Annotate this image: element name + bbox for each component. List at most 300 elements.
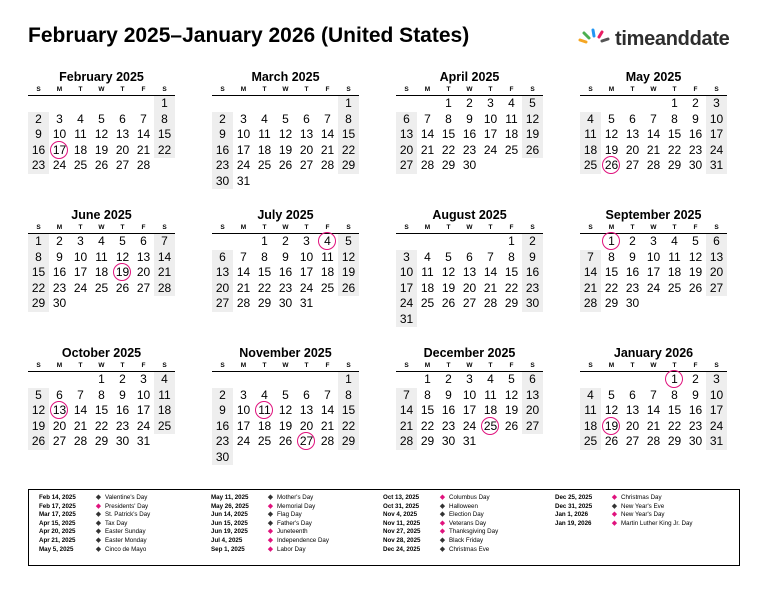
holiday-day-cell: 1 xyxy=(601,234,622,250)
federal-holiday-icon: ◆ xyxy=(439,528,446,536)
holiday-date: May 26, 2025 xyxy=(211,502,249,510)
weekday-header: S xyxy=(396,223,417,234)
empty-day-cell xyxy=(296,450,317,466)
empty-day-cell xyxy=(212,96,233,112)
day-cell: 2 xyxy=(282,234,289,248)
day-cell: 23 xyxy=(52,280,67,295)
holiday-date: Nov 11, 2025 xyxy=(383,519,421,527)
empty-day-cell xyxy=(233,450,254,466)
empty-day-cell xyxy=(396,96,417,112)
day-cell: 30 xyxy=(522,296,543,312)
weekday-header: S xyxy=(522,361,543,372)
holiday-name: Christmas Day xyxy=(621,494,662,501)
empty-day-cell xyxy=(438,234,459,250)
weekday-header: F xyxy=(317,223,338,234)
holiday-day-cell: 25 xyxy=(480,419,501,435)
day-cell: 17 xyxy=(483,127,498,141)
weekday-header: T xyxy=(254,85,275,96)
day-cell: 16 xyxy=(688,403,703,417)
weekday-header: S xyxy=(338,85,359,96)
day-cell: 8 xyxy=(261,249,268,264)
day-cell: 7 xyxy=(580,250,601,266)
holiday-name: Flag Day xyxy=(277,511,302,519)
day-cell: 7 xyxy=(424,111,431,126)
day-cell: 22 xyxy=(154,143,175,159)
day-cell: 25 xyxy=(154,419,175,435)
day-cell: 7 xyxy=(140,111,147,126)
day-cell: 28 xyxy=(320,434,335,448)
holiday-list-item xyxy=(211,537,329,546)
month-calendar xyxy=(28,69,175,174)
day-cell: 4 xyxy=(98,234,105,248)
weekday-header: S xyxy=(522,85,543,96)
day-cell: 17 xyxy=(236,142,251,157)
day-cell: 16 xyxy=(688,127,703,141)
day-cell: 20 xyxy=(115,142,130,157)
weekday-header: S xyxy=(396,361,417,372)
weekday-header: F xyxy=(501,223,522,234)
empty-day-cell xyxy=(275,96,296,112)
weekday-header: M xyxy=(49,361,70,372)
day-cell: 29 xyxy=(338,434,359,450)
empty-day-cell xyxy=(622,372,643,388)
day-cell: 1 xyxy=(424,372,431,386)
day-cell: 4 xyxy=(77,111,84,126)
day-cell: 5 xyxy=(608,387,615,402)
holiday-list-column xyxy=(555,494,693,528)
day-cell: 14 xyxy=(236,265,251,279)
weekday-header: T xyxy=(438,223,459,234)
day-cell: 28 xyxy=(420,158,435,172)
day-cell: 24 xyxy=(396,296,417,312)
empty-day-cell xyxy=(601,372,622,388)
day-cell: 16 xyxy=(278,265,293,279)
weekday-header: M xyxy=(417,223,438,234)
day-cell: 20 xyxy=(136,265,151,279)
weekday-header: F xyxy=(317,361,338,372)
holiday-list-item xyxy=(211,494,329,503)
empty-day-cell xyxy=(522,312,543,328)
weekday-header: S xyxy=(28,361,49,372)
weekday-header: M xyxy=(233,85,254,96)
holiday-date: Mar 17, 2025 xyxy=(39,511,76,519)
empty-day-cell xyxy=(112,296,133,312)
holiday-name: Easter Monday xyxy=(105,536,147,544)
weekday-header: M xyxy=(49,223,70,234)
day-cell: 12 xyxy=(115,249,130,264)
empty-day-cell xyxy=(317,96,338,112)
weekday-header: T xyxy=(664,361,685,372)
holiday-name: Veterans Day xyxy=(449,519,487,527)
day-cell: 7 xyxy=(396,388,417,404)
day-cell: 1 xyxy=(338,96,359,112)
holiday-name: Easter Sunday xyxy=(105,528,146,536)
day-cell: 24 xyxy=(52,158,67,172)
day-cell: 23 xyxy=(278,280,293,295)
day-cell: 17 xyxy=(396,281,417,297)
weekday-header: M xyxy=(49,85,70,96)
weekday-header: M xyxy=(233,361,254,372)
holiday-name: Presidents' Day xyxy=(105,502,149,510)
page-title: February 2025–January 2026 (United States) xyxy=(28,24,470,47)
day-cell: 9 xyxy=(56,249,63,264)
month-title: December 2025 xyxy=(423,346,516,360)
day-cell: 22 xyxy=(667,418,682,433)
day-cell: 10 xyxy=(73,249,88,264)
day-cell: 4 xyxy=(261,111,268,126)
holiday-date: Jun 14, 2025 xyxy=(211,511,248,519)
empty-day-cell xyxy=(501,312,522,328)
day-cell: 19 xyxy=(504,403,519,417)
month-title: September 2025 xyxy=(605,208,702,222)
day-cell: 23 xyxy=(625,280,640,295)
day-cell: 16 xyxy=(28,143,49,159)
weekday-header: S xyxy=(338,223,359,234)
empty-day-cell xyxy=(338,450,359,466)
empty-day-cell xyxy=(580,96,601,112)
day-cell: 1 xyxy=(445,96,452,110)
day-cell: 9 xyxy=(212,127,233,143)
day-cell: 26 xyxy=(604,434,619,448)
timeanddate-logo[interactable] xyxy=(577,27,730,51)
day-cell: 14 xyxy=(483,265,498,279)
day-cell: 20 xyxy=(522,403,543,419)
weekday-header: M xyxy=(601,223,622,234)
day-cell: 26 xyxy=(504,418,519,433)
weekday-header: T xyxy=(480,85,501,96)
weekday-header: T xyxy=(622,85,643,96)
holiday-date: Dec 24, 2025 xyxy=(383,545,421,553)
holiday-list-item xyxy=(383,528,498,537)
holiday-name: Christmas Eve xyxy=(449,545,490,553)
month-title: July 2025 xyxy=(257,208,314,222)
day-cell: 25 xyxy=(580,158,601,174)
holiday-list-item xyxy=(39,503,150,512)
weekday-header: W xyxy=(643,361,664,372)
day-cell: 11 xyxy=(421,265,434,279)
holiday-list-item xyxy=(211,520,329,529)
day-cell: 11 xyxy=(258,127,271,141)
day-cell: 15 xyxy=(667,403,682,417)
day-cell: 9 xyxy=(466,111,473,126)
day-cell: 27 xyxy=(299,158,314,172)
day-cell: 13 xyxy=(625,403,640,417)
weekday-header: T xyxy=(622,223,643,234)
day-cell: 11 xyxy=(95,249,108,264)
weekday-header: F xyxy=(133,361,154,372)
day-cell: 8 xyxy=(338,388,359,404)
day-cell: 14 xyxy=(73,403,88,417)
day-cell: 8 xyxy=(154,112,175,128)
holiday-day-cell: 26 xyxy=(601,158,622,174)
holiday-list-item xyxy=(39,520,150,529)
day-cell: 3 xyxy=(303,234,310,248)
holiday-name: Election Day xyxy=(449,511,484,519)
day-cell: 2 xyxy=(692,96,699,110)
day-cell: 23 xyxy=(688,418,703,433)
day-cell: 28 xyxy=(136,158,151,172)
weekday-header: T xyxy=(112,223,133,234)
day-cell: 21 xyxy=(580,281,601,297)
month-calendar xyxy=(580,207,727,312)
observance-icon: ◆ xyxy=(95,528,102,536)
day-cell: 8 xyxy=(28,250,49,266)
weekday-header: W xyxy=(459,223,480,234)
day-cell: 6 xyxy=(706,234,727,250)
day-cell: 18 xyxy=(94,265,109,279)
day-cell: 8 xyxy=(98,387,105,402)
day-cell: 6 xyxy=(119,111,126,126)
day-cell: 21 xyxy=(483,280,498,295)
day-cell: 5 xyxy=(119,234,126,248)
day-cell: 22 xyxy=(338,419,359,435)
empty-day-cell xyxy=(28,372,49,388)
day-cell: 14 xyxy=(320,127,335,141)
day-cell: 23 xyxy=(212,158,233,174)
day-cell: 20 xyxy=(706,265,727,281)
weekday-header: W xyxy=(91,223,112,234)
day-cell: 2 xyxy=(522,234,543,250)
day-cell: 22 xyxy=(604,280,619,295)
observance-icon: ◆ xyxy=(95,536,102,544)
day-cell: 4 xyxy=(508,96,515,110)
empty-day-cell xyxy=(685,296,706,312)
day-cell: 24 xyxy=(73,280,88,295)
weekday-header: W xyxy=(275,85,296,96)
observance-icon: ◆ xyxy=(95,519,102,527)
day-cell: 24 xyxy=(646,280,661,295)
day-cell: 9 xyxy=(282,249,289,264)
empty-day-cell xyxy=(522,158,543,174)
day-cell: 1 xyxy=(98,372,105,386)
weekday-header: S xyxy=(338,361,359,372)
day-cell: 10 xyxy=(52,127,67,141)
day-cell: 10 xyxy=(462,387,477,402)
weekday-header: T xyxy=(480,361,501,372)
weekday-header: S xyxy=(706,85,727,96)
day-cell: 12 xyxy=(441,265,456,279)
empty-day-cell xyxy=(275,372,296,388)
empty-day-cell xyxy=(580,234,601,250)
day-cell: 12 xyxy=(94,127,109,141)
day-cell: 21 xyxy=(320,142,335,157)
day-cell: 27 xyxy=(396,158,417,174)
day-cell: 19 xyxy=(278,418,293,433)
holiday-date: Oct 13, 2025 xyxy=(383,494,420,501)
day-cell: 22 xyxy=(338,143,359,159)
holiday-list-item xyxy=(383,503,498,512)
day-cell: 30 xyxy=(688,434,703,448)
day-cell: 27 xyxy=(462,296,477,310)
day-cell: 21 xyxy=(646,142,661,157)
day-cell: 28 xyxy=(236,296,251,310)
holiday-name: Labor Day xyxy=(277,545,306,553)
day-cell: 5 xyxy=(282,387,289,402)
day-cell: 20 xyxy=(462,280,477,295)
weekday-header: F xyxy=(317,85,338,96)
day-cell: 26 xyxy=(338,281,359,297)
day-cell: 2 xyxy=(119,372,126,386)
day-cell: 5 xyxy=(522,96,543,112)
weekday-header: T xyxy=(70,223,91,234)
day-cell: 4 xyxy=(487,372,494,386)
day-cell: 16 xyxy=(52,265,67,279)
day-cell: 6 xyxy=(303,387,310,402)
day-cell: 20 xyxy=(625,418,640,433)
holiday-list-item xyxy=(211,546,329,555)
empty-day-cell xyxy=(480,312,501,328)
day-cell: 15 xyxy=(504,265,519,279)
day-cell: 12 xyxy=(278,403,293,417)
weekday-header: T xyxy=(70,361,91,372)
holiday-date: Apr 21, 2025 xyxy=(39,536,76,544)
sun-rays-logo-icon xyxy=(577,28,613,50)
federal-holiday-icon: ◆ xyxy=(267,528,274,536)
day-cell: 18 xyxy=(483,403,498,417)
day-cell: 19 xyxy=(441,280,456,295)
weekday-header: S xyxy=(522,223,543,234)
holiday-day-cell: 11 xyxy=(254,403,275,419)
empty-day-cell xyxy=(338,174,359,190)
month-calendar xyxy=(212,69,359,189)
day-cell: 3 xyxy=(466,372,473,386)
day-cell: 21 xyxy=(320,418,335,433)
day-cell: 14 xyxy=(136,127,151,141)
day-cell: 27 xyxy=(625,434,640,448)
weekday-header: F xyxy=(685,85,706,96)
empty-day-cell xyxy=(296,372,317,388)
empty-day-cell xyxy=(580,372,601,388)
day-cell: 9 xyxy=(28,127,49,143)
day-cell: 13 xyxy=(299,127,314,141)
day-cell: 16 xyxy=(212,419,233,435)
weekday-header: T xyxy=(438,85,459,96)
day-cell: 23 xyxy=(688,142,703,157)
month-title: January 2026 xyxy=(613,346,694,360)
holiday-name: Juneteenth xyxy=(277,528,308,536)
weekday-header: W xyxy=(459,361,480,372)
day-cell: 18 xyxy=(257,142,272,157)
weekday-header: T xyxy=(296,361,317,372)
day-cell: 29 xyxy=(667,434,682,448)
weekday-header: S xyxy=(580,223,601,234)
weekday-header: T xyxy=(622,361,643,372)
day-cell: 24 xyxy=(136,418,151,433)
weekday-header: S xyxy=(580,85,601,96)
holiday-date: Jan 19, 2026 xyxy=(555,519,592,527)
weekday-header: M xyxy=(601,361,622,372)
day-cell: 6 xyxy=(522,372,543,388)
observance-icon: ◆ xyxy=(611,502,618,510)
day-cell: 3 xyxy=(56,111,63,126)
day-cell: 20 xyxy=(396,143,417,159)
empty-day-cell xyxy=(643,372,664,388)
day-cell: 30 xyxy=(462,158,477,172)
day-cell: 26 xyxy=(688,280,703,295)
day-cell: 1 xyxy=(28,234,49,250)
empty-day-cell xyxy=(438,312,459,328)
day-cell: 2 xyxy=(692,372,699,386)
day-cell: 7 xyxy=(240,249,247,264)
day-cell: 3 xyxy=(650,234,657,248)
day-cell: 12 xyxy=(28,403,49,419)
day-cell: 11 xyxy=(668,249,681,264)
day-cell: 8 xyxy=(508,249,515,264)
day-cell: 3 xyxy=(396,250,417,266)
day-cell: 14 xyxy=(580,265,601,281)
day-cell: 6 xyxy=(466,249,473,264)
day-cell: 9 xyxy=(692,111,699,126)
day-cell: 27 xyxy=(212,296,233,312)
day-cell: 6 xyxy=(396,112,417,128)
day-cell: 3 xyxy=(240,111,247,126)
day-cell: 21 xyxy=(236,280,251,295)
day-cell: 21 xyxy=(646,418,661,433)
empty-day-cell xyxy=(664,296,685,312)
day-cell: 12 xyxy=(504,387,519,402)
holiday-date: Dec 25, 2025 xyxy=(555,494,593,501)
day-cell: 13 xyxy=(136,249,151,264)
day-cell: 14 xyxy=(646,403,661,417)
empty-day-cell xyxy=(49,96,70,112)
day-cell: 25 xyxy=(320,280,335,295)
day-cell: 12 xyxy=(688,249,703,264)
day-cell: 29 xyxy=(28,296,49,312)
holiday-day-cell: 17 xyxy=(49,143,70,159)
weekday-header: S xyxy=(706,361,727,372)
day-cell: 20 xyxy=(625,142,640,157)
day-cell: 9 xyxy=(629,249,636,264)
day-cell: 27 xyxy=(52,434,67,448)
day-cell: 7 xyxy=(650,111,657,126)
empty-day-cell xyxy=(480,434,501,450)
holiday-date: Jun 15, 2025 xyxy=(211,519,248,527)
empty-day-cell xyxy=(459,312,480,328)
empty-day-cell xyxy=(154,158,175,174)
weekday-header: W xyxy=(643,85,664,96)
weekday-header: S xyxy=(580,361,601,372)
empty-day-cell xyxy=(49,372,70,388)
day-cell: 18 xyxy=(580,143,601,159)
day-cell: 15 xyxy=(604,265,619,279)
holiday-legend xyxy=(28,489,740,566)
day-cell: 14 xyxy=(320,403,335,417)
weekday-header: M xyxy=(233,223,254,234)
empty-day-cell xyxy=(254,450,275,466)
month-calendar xyxy=(212,345,359,465)
empty-day-cell xyxy=(70,296,91,312)
day-cell: 13 xyxy=(522,388,543,404)
day-cell: 6 xyxy=(629,111,636,126)
holiday-name: St. Patrick's Day xyxy=(105,511,151,519)
day-cell: 13 xyxy=(396,127,417,143)
day-cell: 29 xyxy=(504,296,519,310)
day-cell: 31 xyxy=(706,434,727,450)
day-cell: 8 xyxy=(445,111,452,126)
holiday-name: Halloween xyxy=(449,502,478,510)
day-cell: 11 xyxy=(580,127,601,143)
empty-day-cell xyxy=(154,434,175,450)
day-cell: 17 xyxy=(236,418,251,433)
day-cell: 6 xyxy=(303,111,310,126)
day-cell: 24 xyxy=(483,142,498,157)
day-cell: 31 xyxy=(299,296,314,310)
weekday-header: S xyxy=(154,223,175,234)
day-cell: 26 xyxy=(522,143,543,159)
day-cell: 22 xyxy=(504,280,519,295)
empty-day-cell xyxy=(154,296,175,312)
empty-day-cell xyxy=(417,96,438,112)
